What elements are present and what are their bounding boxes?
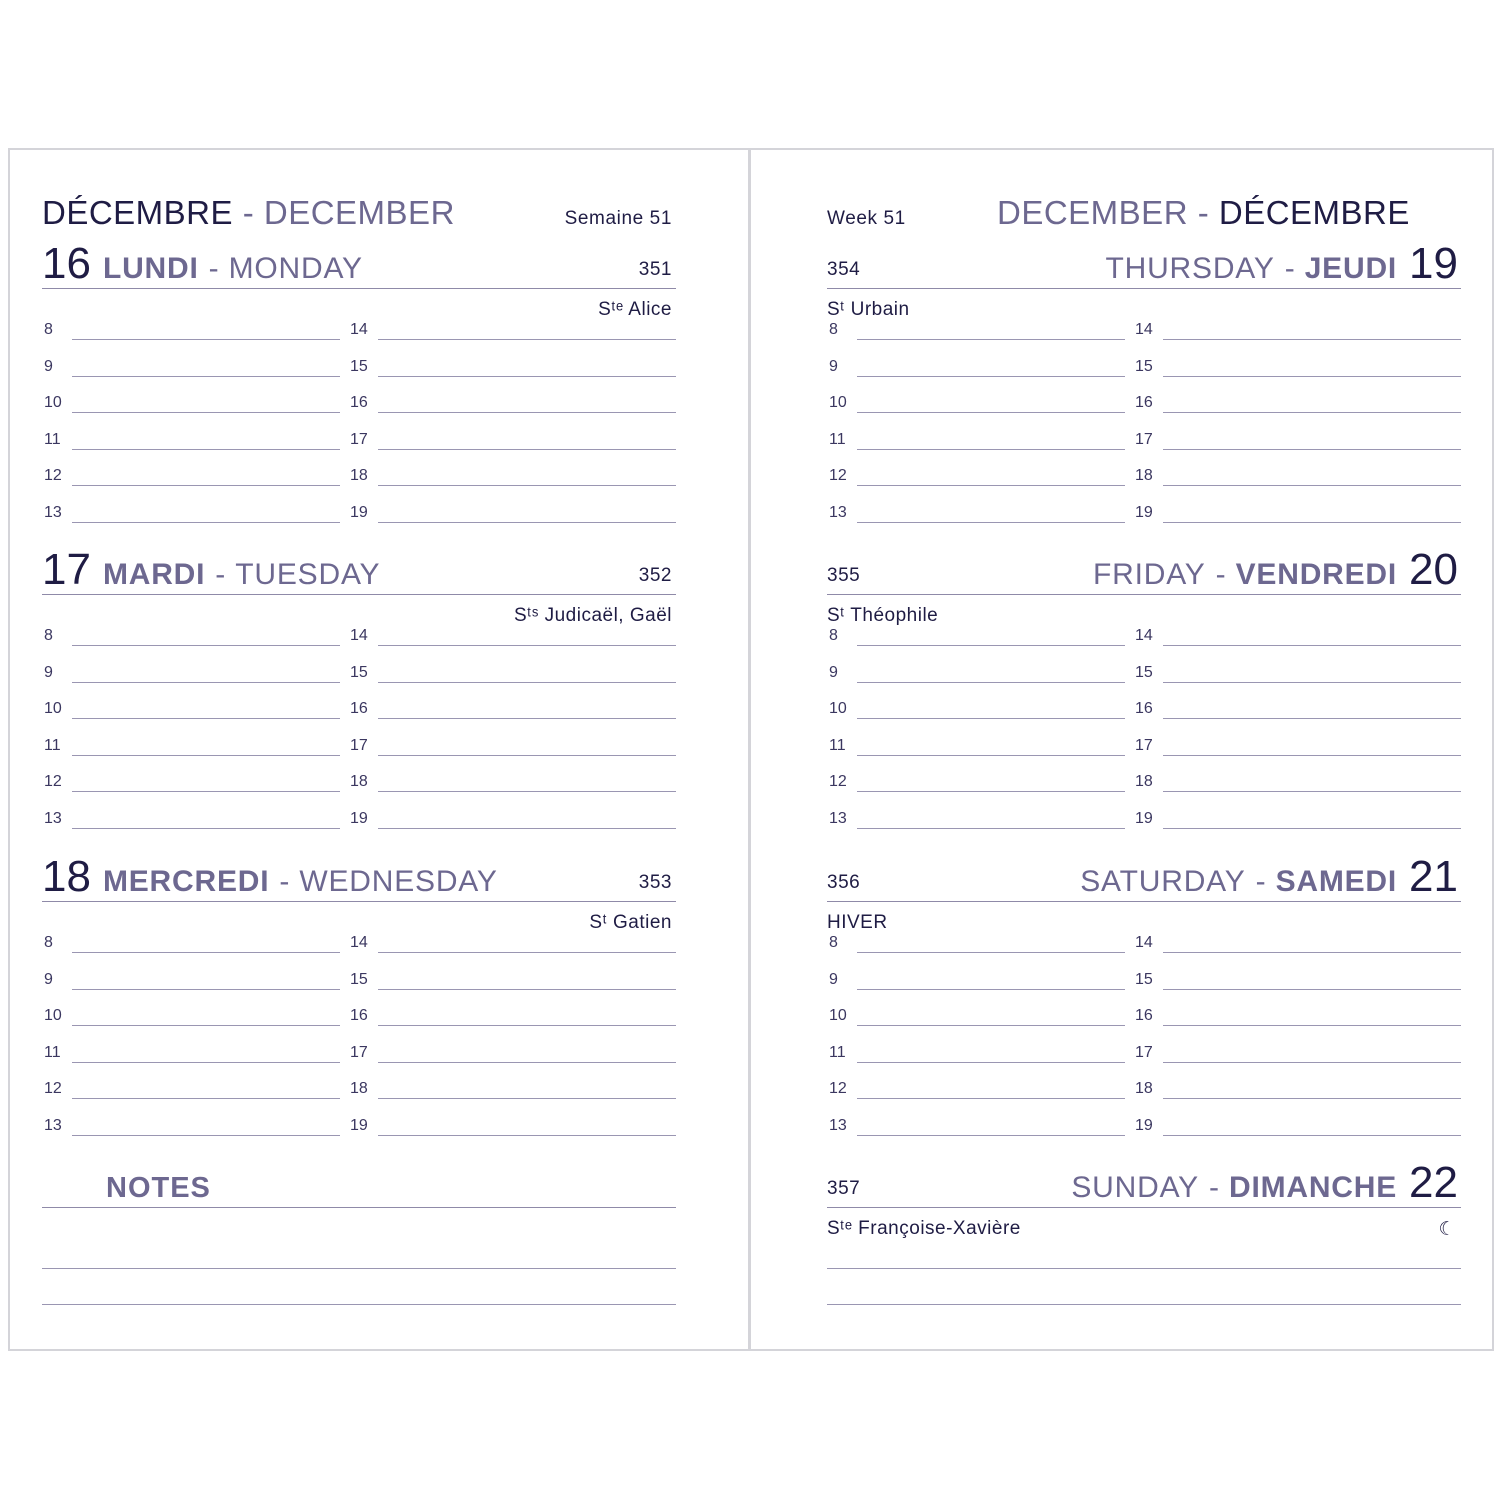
hour-line[interactable] <box>378 1025 676 1026</box>
day-number: 22 <box>1409 1158 1458 1207</box>
day-sep: - <box>279 865 290 898</box>
hour-label: 11 <box>44 430 61 448</box>
hour-label: 10 <box>44 700 62 717</box>
hour-label: 16 <box>1135 700 1153 717</box>
month-fr: DÉCEMBRE <box>42 194 234 231</box>
hour-label: 14 <box>350 627 368 644</box>
hour-line[interactable] <box>857 828 1125 829</box>
hour-label: 17 <box>350 1043 368 1061</box>
hour-line[interactable] <box>72 1135 340 1136</box>
year-day: 353 <box>638 872 672 893</box>
hour-label: 14 <box>350 321 368 338</box>
notes-line[interactable] <box>42 1304 676 1305</box>
hour-line[interactable] <box>1163 755 1461 756</box>
hour-line[interactable] <box>1163 376 1461 377</box>
hour-label: 19 <box>350 1116 368 1134</box>
hour-line[interactable] <box>857 485 1125 486</box>
day-sep: - <box>1215 558 1226 591</box>
day-name-en: THURSDAY <box>1105 252 1275 285</box>
day-name-fr: VENDREDI <box>1235 558 1398 591</box>
hour-line[interactable] <box>378 1098 676 1099</box>
hour-label: 8 <box>829 321 838 338</box>
saint-name: Sᵗᵉ Françoise-Xavière <box>827 1218 1021 1239</box>
day-number: 20 <box>1409 545 1458 594</box>
hour-line[interactable] <box>378 1135 676 1136</box>
day-name-en: TUESDAY <box>235 558 381 591</box>
hour-line[interactable] <box>857 645 1125 646</box>
day-header <box>1071 1158 1458 1207</box>
year-day: 354 <box>827 259 861 280</box>
day-number: 16 <box>42 239 91 288</box>
hour-line[interactable] <box>857 1025 1125 1026</box>
hour-line[interactable] <box>378 339 676 340</box>
day-name-en: MONDAY <box>228 252 363 285</box>
moon-icon: ☾ <box>1438 1219 1456 1240</box>
hour-label: 17 <box>350 736 368 754</box>
notes-rule <box>42 1207 676 1208</box>
hour-label: 18 <box>350 467 368 484</box>
hour-line[interactable] <box>1163 1025 1461 1026</box>
hour-label: 16 <box>1135 394 1153 411</box>
notes-line[interactable] <box>42 1268 676 1269</box>
hour-line[interactable] <box>72 1098 340 1099</box>
saint-name: Sᵗ Urbain <box>827 299 910 320</box>
hour-label: 13 <box>829 809 847 827</box>
day-sep: - <box>215 558 226 591</box>
hour-line[interactable] <box>857 376 1125 377</box>
day-rule <box>827 594 1461 595</box>
hour-label: 9 <box>44 970 53 988</box>
hour-line[interactable] <box>1163 339 1461 340</box>
day-sep: - <box>1208 1171 1219 1204</box>
hour-line[interactable] <box>72 682 340 683</box>
hour-label: 15 <box>1135 663 1153 681</box>
hour-line[interactable] <box>857 449 1125 450</box>
day-number: 19 <box>1409 239 1458 288</box>
hour-label: 12 <box>44 773 62 790</box>
day-name-fr: SAMEDI <box>1275 865 1398 898</box>
hour-line[interactable] <box>857 755 1125 756</box>
year-day: 355 <box>827 565 861 586</box>
hour-label: 17 <box>1135 430 1153 448</box>
day-name-en: SATURDAY <box>1080 865 1246 898</box>
hour-line[interactable] <box>72 412 340 413</box>
day-name-en: SUNDAY <box>1071 1171 1199 1204</box>
hour-label: 12 <box>829 467 847 484</box>
month-en: DECEMBER <box>263 194 455 231</box>
day-rule <box>42 901 676 902</box>
hour-label: 11 <box>829 430 846 448</box>
hour-label: 13 <box>44 809 62 827</box>
hour-line[interactable] <box>1163 449 1461 450</box>
hour-line[interactable] <box>378 755 676 756</box>
hour-label: 15 <box>350 357 368 375</box>
hour-line[interactable] <box>72 376 340 377</box>
hour-label: 12 <box>829 773 847 790</box>
day-sep: - <box>1255 865 1266 898</box>
hour-line[interactable] <box>857 1098 1125 1099</box>
saint-name: Sᵗᵉ Alice <box>598 299 672 320</box>
day-sep: - <box>1284 252 1295 285</box>
month-en: DECEMBER <box>997 194 1189 231</box>
week-label: Week 51 <box>827 208 906 229</box>
hour-line[interactable] <box>1163 412 1461 413</box>
hour-label: 14 <box>350 934 368 951</box>
hour-label: 11 <box>829 1043 846 1061</box>
day-name-en: WEDNESDAY <box>299 865 498 898</box>
hour-label: 16 <box>1135 1007 1153 1024</box>
hour-line[interactable] <box>1163 952 1461 953</box>
hour-label: 8 <box>44 321 53 338</box>
hour-line[interactable] <box>1163 522 1461 523</box>
hour-label: 19 <box>1135 503 1153 521</box>
hour-line[interactable] <box>1163 1062 1461 1063</box>
right-page <box>749 148 1494 1351</box>
year-day: 351 <box>638 259 672 280</box>
hour-line[interactable] <box>1163 682 1461 683</box>
day-header <box>1080 852 1458 901</box>
hour-line[interactable] <box>72 1025 340 1026</box>
hour-line[interactable] <box>378 682 676 683</box>
hour-line[interactable] <box>72 339 340 340</box>
day-header <box>42 545 381 594</box>
hour-line[interactable] <box>72 485 340 486</box>
hour-line[interactable] <box>857 522 1125 523</box>
month-header-right <box>997 194 1410 232</box>
day-header <box>42 239 363 288</box>
hour-label: 11 <box>44 1043 61 1061</box>
hour-label: 18 <box>1135 467 1153 484</box>
hour-label: 14 <box>1135 321 1153 338</box>
hour-label: 17 <box>1135 736 1153 754</box>
day-number: 18 <box>42 852 91 901</box>
hour-line[interactable] <box>857 718 1125 719</box>
sunday-line[interactable] <box>827 1304 1461 1305</box>
hour-label: 10 <box>44 394 62 411</box>
hour-label: 9 <box>44 357 53 375</box>
day-number: 17 <box>42 545 91 594</box>
day-header <box>1105 239 1458 288</box>
hour-label: 18 <box>350 773 368 790</box>
day-name-fr: MERCREDI <box>102 865 270 898</box>
hour-line[interactable] <box>72 989 340 990</box>
hour-label: 16 <box>350 394 368 411</box>
hour-label: 15 <box>350 663 368 681</box>
hour-line[interactable] <box>378 1062 676 1063</box>
day-rule <box>827 1207 1461 1208</box>
hour-label: 8 <box>829 934 838 951</box>
month-sep: - <box>242 194 255 231</box>
hour-label: 11 <box>829 736 846 754</box>
saint-name: HIVER <box>827 912 888 933</box>
hour-label: 8 <box>829 627 838 644</box>
hour-line[interactable] <box>72 718 340 719</box>
hour-line[interactable] <box>72 1062 340 1063</box>
hour-line[interactable] <box>72 755 340 756</box>
hour-label: 15 <box>350 970 368 988</box>
month-header-left <box>42 194 455 232</box>
hour-line[interactable] <box>1163 485 1461 486</box>
hour-label: 8 <box>44 934 53 951</box>
left-page <box>8 148 750 1351</box>
notes-title: NOTES <box>106 1172 211 1204</box>
hour-label: 16 <box>350 700 368 717</box>
hour-line[interactable] <box>72 828 340 829</box>
day-name-fr: JEUDI <box>1304 252 1398 285</box>
hour-line[interactable] <box>72 952 340 953</box>
hour-label: 17 <box>1135 1043 1153 1061</box>
hour-line[interactable] <box>378 828 676 829</box>
hour-label: 18 <box>1135 1080 1153 1097</box>
sunday-line[interactable] <box>827 1268 1461 1269</box>
hour-line[interactable] <box>378 485 676 486</box>
hour-label: 12 <box>829 1080 847 1097</box>
hour-label: 9 <box>829 970 838 988</box>
day-rule <box>827 288 1461 289</box>
hour-label: 18 <box>1135 773 1153 790</box>
hour-line[interactable] <box>857 682 1125 683</box>
hour-label: 14 <box>1135 934 1153 951</box>
hour-label: 9 <box>829 663 838 681</box>
hour-label: 13 <box>829 1116 847 1134</box>
hour-label: 8 <box>44 627 53 644</box>
hour-line[interactable] <box>72 645 340 646</box>
hour-line[interactable] <box>857 339 1125 340</box>
hour-line[interactable] <box>378 412 676 413</box>
hour-label: 13 <box>44 1116 62 1134</box>
hour-label: 10 <box>829 700 847 717</box>
hour-label: 19 <box>350 503 368 521</box>
hour-line[interactable] <box>857 1062 1125 1063</box>
hour-line[interactable] <box>1163 718 1461 719</box>
day-header <box>1093 545 1458 594</box>
hour-line[interactable] <box>378 376 676 377</box>
hour-line[interactable] <box>1163 1098 1461 1099</box>
hour-label: 10 <box>44 1007 62 1024</box>
hour-line[interactable] <box>857 989 1125 990</box>
day-header <box>42 852 498 901</box>
hour-label: 11 <box>44 736 61 754</box>
hour-line[interactable] <box>378 522 676 523</box>
hour-line[interactable] <box>72 791 340 792</box>
week-label: Semaine 51 <box>564 208 672 229</box>
saint-name: Sᵗˢ Judicaël, Gaël <box>514 605 672 626</box>
hour-line[interactable] <box>1163 828 1461 829</box>
hour-line[interactable] <box>857 412 1125 413</box>
hour-line[interactable] <box>1163 989 1461 990</box>
hour-label: 15 <box>1135 357 1153 375</box>
hour-line[interactable] <box>857 952 1125 953</box>
saint-name: Sᵗ Gatien <box>589 912 672 933</box>
day-name-en: FRIDAY <box>1093 558 1206 591</box>
day-name-fr: DIMANCHE <box>1228 1171 1398 1204</box>
hour-line[interactable] <box>1163 645 1461 646</box>
hour-line[interactable] <box>378 718 676 719</box>
hour-label: 19 <box>350 809 368 827</box>
hour-line[interactable] <box>1163 791 1461 792</box>
hour-label: 14 <box>1135 627 1153 644</box>
hour-label: 19 <box>1135 1116 1153 1134</box>
day-name-fr: LUNDI <box>102 252 199 285</box>
hour-label: 15 <box>1135 970 1153 988</box>
hour-label: 19 <box>1135 809 1153 827</box>
hour-line[interactable] <box>1163 1135 1461 1136</box>
hour-line[interactable] <box>72 522 340 523</box>
day-rule <box>827 901 1461 902</box>
hour-label: 9 <box>44 663 53 681</box>
hour-label: 13 <box>44 503 62 521</box>
hour-label: 10 <box>829 1007 847 1024</box>
hour-label: 9 <box>829 357 838 375</box>
hour-line[interactable] <box>857 791 1125 792</box>
day-sep: - <box>208 252 219 285</box>
hour-line[interactable] <box>378 791 676 792</box>
hour-line[interactable] <box>72 449 340 450</box>
hour-line[interactable] <box>378 645 676 646</box>
hour-label: 18 <box>350 1080 368 1097</box>
year-day: 356 <box>827 872 861 893</box>
month-sep: - <box>1197 194 1210 231</box>
year-day: 352 <box>638 565 672 586</box>
hour-line[interactable] <box>378 989 676 990</box>
hour-label: 12 <box>44 1080 62 1097</box>
hour-label: 10 <box>829 394 847 411</box>
year-day: 357 <box>827 1178 861 1199</box>
month-fr: DÉCEMBRE <box>1218 194 1410 231</box>
hour-line[interactable] <box>378 952 676 953</box>
day-rule <box>42 594 676 595</box>
hour-label: 12 <box>44 467 62 484</box>
hour-line[interactable] <box>378 449 676 450</box>
day-number: 21 <box>1409 852 1458 901</box>
hour-label: 13 <box>829 503 847 521</box>
hour-label: 17 <box>350 430 368 448</box>
day-name-fr: MARDI <box>102 558 206 591</box>
hour-line[interactable] <box>857 1135 1125 1136</box>
saint-name: Sᵗ Théophile <box>827 605 939 626</box>
day-rule <box>42 288 676 289</box>
hour-label: 16 <box>350 1007 368 1024</box>
